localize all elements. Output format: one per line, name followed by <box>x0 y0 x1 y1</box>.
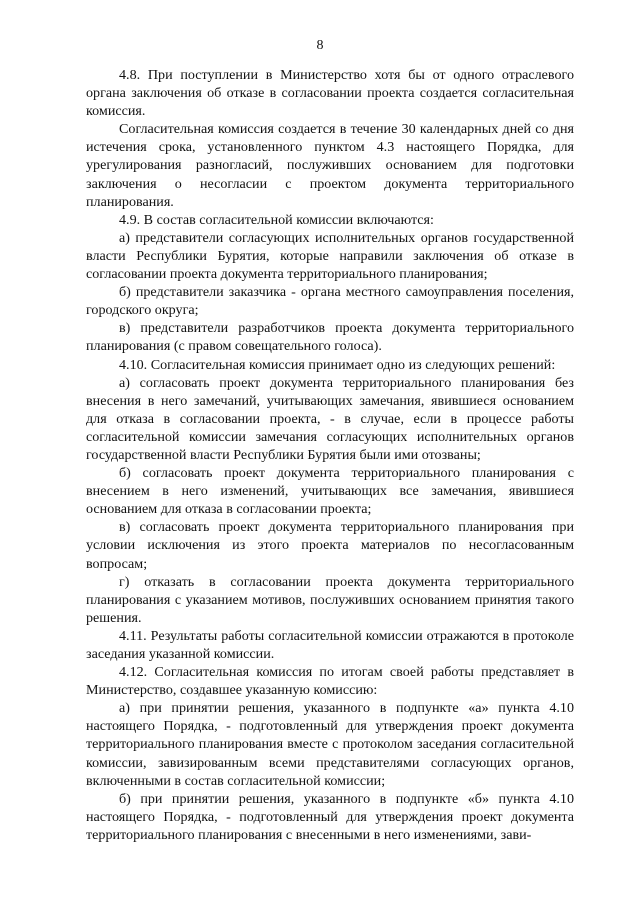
paragraph-4-10: 4.10. Согласительная комиссия принимает одно из следующих решений: <box>119 356 556 373</box>
paragraph-4-9-a: а) представители согласующих исполнительных органов государственной власти Республики Бурятия, которые направили заключения об отказе в согласовании проекта документа территориального планирования; <box>86 229 574 283</box>
paragraph-4-10-a: а) согласовать проект документа территориального планирования без внесения в него замечаний, учитывающих замечания, явившиеся основанием для отказа в согласовании проекта, - в случае, если в процессе работы согласительной комиссии замечания согласующих исполнительных органов государственной власти Республики Бурятия были ими отозваны; <box>86 374 574 463</box>
paragraph-4-10-d: г) отказать в согласовании проекта документа территориального планирования с указанием мотивов, послуживших основанием принятия такого решения. <box>86 573 574 626</box>
paragraph-4-10-c: в) согласовать проект документа территориального планирования при условии исключения из этого проекта материалов по несогласованным вопросам; <box>86 519 574 572</box>
page-number: 8 <box>316 38 324 53</box>
document-body <box>86 66 574 844</box>
paragraph-4-9-b: б) представители заказчика - органа местного самоуправления поселения, городского округа; <box>86 284 574 319</box>
paragraph-4-9: 4.9. В состав согласительной комиссии включаются: <box>119 211 434 228</box>
paragraph-commission-creation: Согласительная комиссия создается в течение 30 календарных дней со дня истечения срока, установленного пунктом 4.3 настоящего Порядка, для урегулирования разногласий, послуживших основанием для подготовки заключения о несогласии с проектом документа территориального планирования. <box>86 121 574 210</box>
paragraph-4-8: 4.8. При поступлении в Министерство хотя бы от одного отраслевого органа заключения об отказе в согласовании проекта создается согласительная комиссия. <box>86 67 574 120</box>
paragraph-4-12-b: б) при принятии решения, указанного в подпункте «б» пункта 4.10 настоящего Порядка, - подготовленный для утверждения проект документа территориального планирования с внесенными в него изменениями, зави- <box>86 790 574 843</box>
paragraph-4-10-b: б) согласовать проект документа территориального планирования с внесением в него изменений, учитывающих все замечания, явившиеся основанием для отказа в согласовании проекта; <box>86 465 574 518</box>
paragraph-4-9-c: в) представители разработчиков проекта документа территориального планирования (с правом совещательного голоса). <box>86 320 574 355</box>
paragraph-4-11: 4.11. Результаты работы согласительной комиссии отражаются в протоколе заседания указанной комиссии. <box>86 627 574 662</box>
paragraph-4-12-a: а) при принятии решения, указанного в подпункте «а» пункта 4.10 настоящего Порядка, - подготовленный для утверждения проект документа территориального планирования вместе с протоколом заседания согласительной комиссии, завизированным всеми представителями согласующих органов, включенными в состав согласительной комиссии; <box>86 700 574 789</box>
paragraph-4-12: 4.12. Согласительная комиссия по итогам своей работы представляет в Министерство, создавшее указанную комиссию: <box>86 664 574 699</box>
